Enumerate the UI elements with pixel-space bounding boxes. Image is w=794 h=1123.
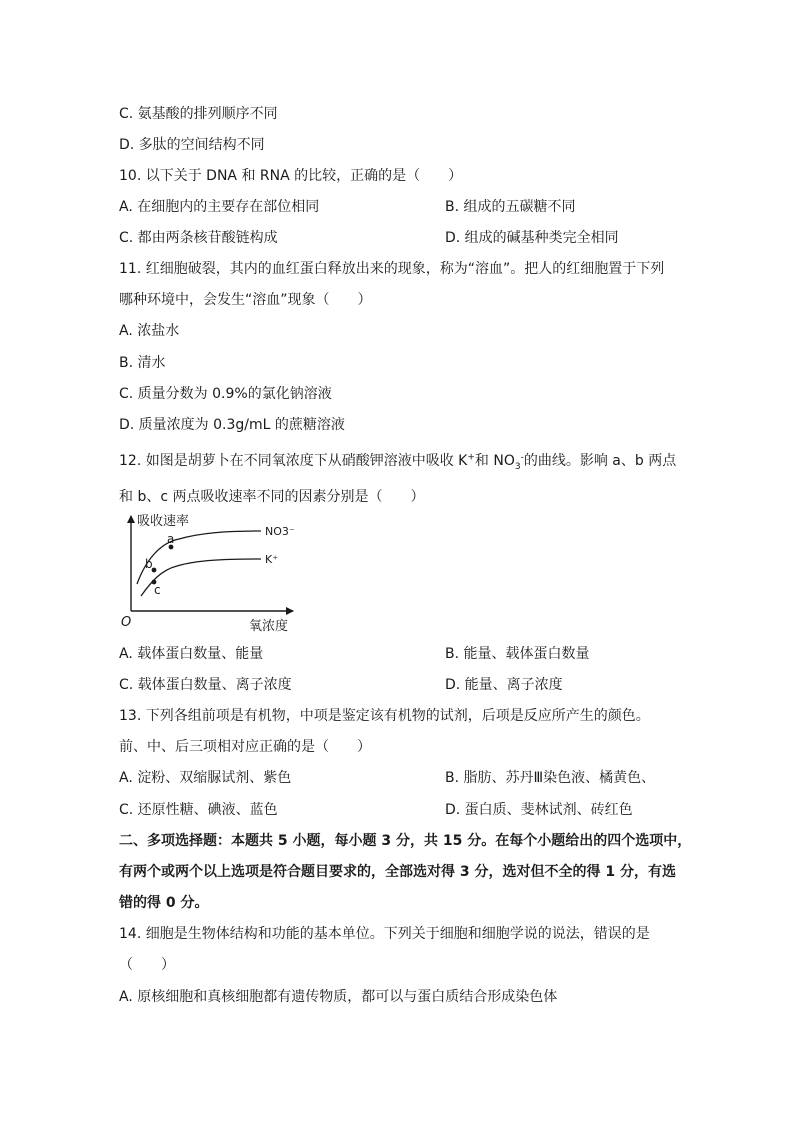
q12-stem-and: 和 NO (474, 453, 515, 469)
point-b-label: b (145, 557, 153, 571)
q11-stem-line1: 11. 红细胞破裂，其内的血红蛋白释放出来的现象，称为“溶血”。把人的红细胞置于下列 (119, 261, 665, 277)
q12-stem-line1 (119, 452, 676, 470)
q9-option-c: C. 氨基酸的排列顺序不同 (119, 106, 278, 122)
potassium-charge: + (467, 452, 475, 463)
point-a-label: a (167, 532, 175, 546)
q10-option-c: C. 都由两条核苷酸链构成 (119, 230, 278, 246)
q13-option-b: B. 脂肪、苏丹Ⅲ染色液、橘黄色、 (445, 770, 656, 786)
q12-figure (115, 510, 300, 636)
q12-option-b: B. 能量、载体蛋白数量 (445, 646, 590, 662)
q10-stem: 10. 以下关于 DNA 和 RNA 的比较，正确的是（ ） (119, 168, 463, 184)
q11-option-b: B. 清水 (119, 355, 166, 371)
q11-option-a: A. 浓盐水 (119, 323, 180, 339)
q12-option-d: D. 能量、离子浓度 (445, 677, 563, 693)
q13-option-a: A. 淀粉、双缩脲试剂、紫色 (119, 770, 292, 786)
q14-stem-line2: （ ） (119, 957, 175, 973)
q11-stem-line2: 哪种环境中，会发生“溶血”现象（ ） (119, 292, 372, 308)
potassium-curve-label: K⁺ (265, 553, 279, 566)
q14-option-a: A. 原核细胞和真核细胞都有遗传物质，都可以与蛋白质结合形成染色体 (119, 989, 558, 1005)
point-c-label: c (154, 583, 161, 597)
y-axis-label: 吸收速率 (137, 514, 190, 529)
nitrate-curve (137, 531, 261, 584)
section2-line2: 有两个或两个以上选项是符合题目要求的，全部选对得 3 分，选对但不全的得 1 分，有选 (119, 864, 676, 880)
q13-option-d: D. 蛋白质、斐林试剂、砖红色 (445, 802, 633, 818)
nitrate-subscript: 3 (514, 461, 521, 472)
q12-stem-line2: 和 b、c 两点吸收速率不同的因素分别是（ ） (119, 489, 425, 505)
q10-option-d: D. 组成的碱基种类完全相同 (445, 230, 619, 246)
q11-option-c: C. 质量分数为 0.9%的氯化钠溶液 (119, 386, 332, 402)
q13-option-c: C. 还原性糖、碘液、蓝色 (119, 802, 278, 818)
q12-option-a: A. 载体蛋白数量、能量 (119, 646, 264, 662)
q9-option-d: D. 多肽的空间结构不同 (119, 137, 265, 153)
x-axis-label: 氧浓度 (249, 619, 289, 634)
section2-line3: 错的得 0 分。 (119, 895, 209, 911)
q12-stem-part1: 12. 如图是胡萝卜在不同氧浓度下从硝酸钾溶液中吸收 K (119, 453, 468, 469)
origin-label: O (121, 615, 132, 630)
section2-line1: 二、多项选择题：本题共 5 小题，每小题 3 分，共 15 分。在每个小题给出的四个选项中， (119, 833, 692, 849)
nitrate-charge: - (520, 452, 524, 463)
q11-option-d: D. 质量浓度为 0.3g/mL 的蔗糖溶液 (119, 417, 345, 433)
q13-stem-line1: 13. 下列各组前项是有机物，中项是鉴定该有机物的试剂，后项是反应所产生的颜色。 (119, 708, 650, 724)
q13-stem-line2: 前、中、后三项相对应正确的是（ ） (119, 739, 371, 755)
q12-stem-part2: 的曲线。影响 a、b 两点 (523, 453, 677, 469)
nitrate-curve-label: NO3⁻ (265, 525, 295, 538)
q14-stem-line1: 14. 细胞是生物体结构和功能的基本单位。下列关于细胞和细胞学说的说法，错误的是 (119, 926, 650, 942)
q10-option-b: B. 组成的五碳糖不同 (445, 199, 576, 215)
q10-option-a: A. 在细胞内的主要存在部位相同 (119, 199, 320, 215)
q12-option-c: C. 载体蛋白数量、离子浓度 (119, 677, 292, 693)
